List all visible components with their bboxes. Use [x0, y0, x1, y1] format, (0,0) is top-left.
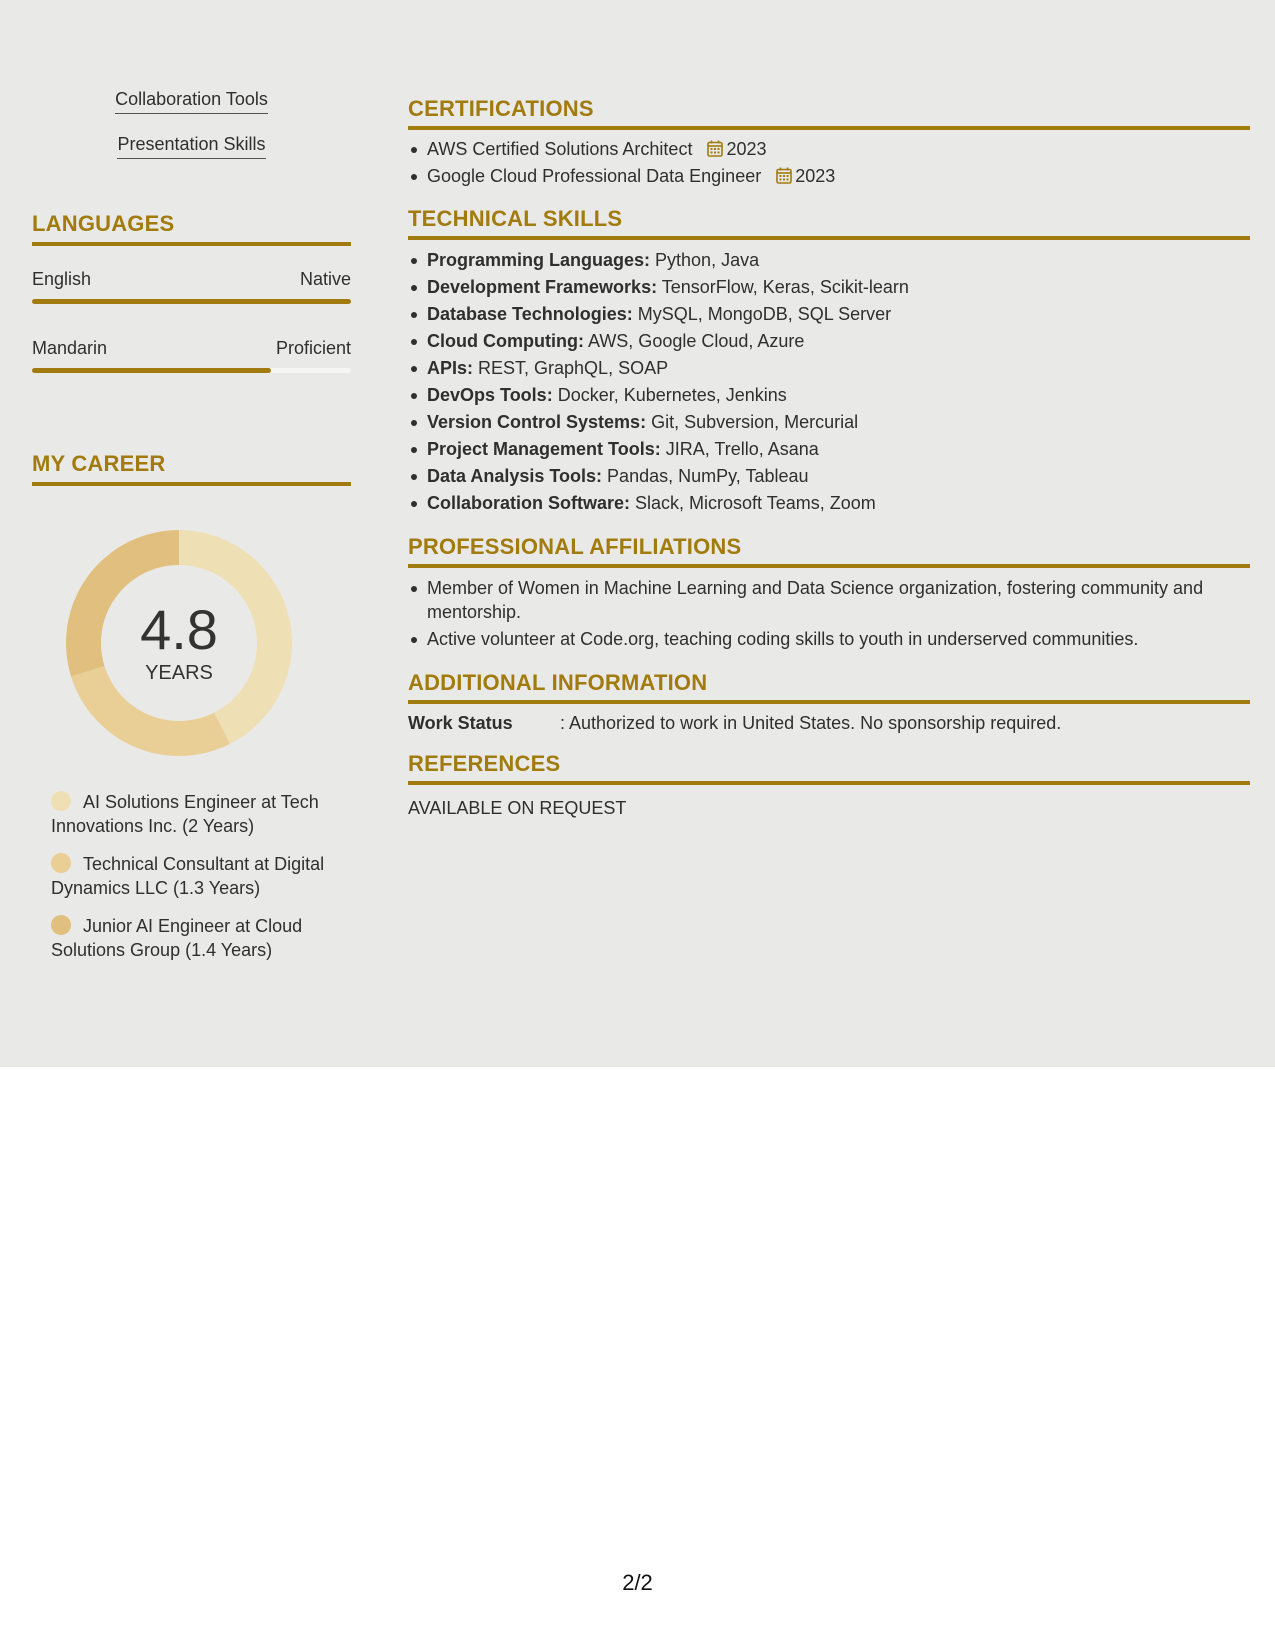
skill-row [427, 302, 1250, 326]
skill-row [427, 464, 1250, 488]
career-donut-chart [66, 530, 292, 756]
additional-info-heading: ADDITIONAL INFORMATION [408, 670, 1250, 704]
legend-label: Technical Consultant at Digital Dynamics LLC (1.3 Years) [51, 854, 325, 898]
certification-year: 2023 [726, 139, 767, 159]
legend-label: AI Solutions Engineer at Tech Innovations Inc. (2 Years) [51, 792, 319, 836]
references-heading: REFERENCES [408, 751, 1250, 785]
legend-item [51, 852, 351, 900]
skill-values: MySQL, MongoDB, SQL Server [632, 304, 892, 324]
skill-row [427, 491, 1250, 515]
skill-category: DevOps Tools: [427, 385, 553, 405]
skill-row [427, 410, 1250, 434]
sidebar [32, 0, 351, 1067]
skill-row [427, 329, 1250, 353]
skill-category: Development Frameworks: [427, 277, 658, 297]
legend-label: Junior AI Engineer at Cloud Solutions Group (1.4 Years) [51, 916, 303, 960]
skill-values: Slack, Microsoft Teams, Zoom [630, 493, 876, 513]
affiliation-item: Active volunteer at Code.org, teaching coding skills to youth in underserved communities. [427, 627, 1250, 651]
work-status-label: Work Status [408, 713, 513, 733]
skill-values: REST, GraphQL, SOAP [473, 358, 669, 378]
legend-item [51, 914, 351, 962]
language-row [32, 268, 351, 290]
certification-item [427, 164, 1250, 188]
skill-row [427, 383, 1250, 407]
page-number: 2/2 [622, 1570, 653, 1595]
language-level: Native [299, 269, 351, 289]
skill-row [427, 248, 1250, 272]
career-total-unit: YEARS [145, 662, 213, 684]
career-heading: MY CAREER [32, 451, 351, 486]
legend-item [51, 790, 351, 838]
skill-values: Pandas, NumPy, Tableau [602, 466, 809, 486]
certification-name: Google Cloud Professional Data Engineer [427, 166, 762, 186]
calendar-icon [776, 167, 792, 184]
certification-name: AWS Certified Solutions Architect [427, 139, 693, 159]
language-name: Mandarin [32, 338, 108, 358]
skill-category: Version Control Systems: [427, 412, 647, 432]
skill-item [32, 88, 351, 114]
career-total-years: 4.8 [140, 598, 218, 661]
certification-year: 2023 [795, 166, 836, 186]
skill-label: Presentation Skills [117, 133, 265, 159]
work-status-row [408, 711, 1250, 735]
skill-values: JIRA, Trello, Asana [660, 439, 819, 459]
technical-skills-list [427, 248, 1250, 518]
language-bar-fill [32, 299, 351, 304]
donut-center [66, 530, 292, 756]
skill-values: Python, Java [650, 250, 760, 270]
affiliation-item: Member of Women in Machine Learning and Data Science organization, fostering community and mentorship. [427, 576, 1250, 624]
skill-item [32, 133, 351, 159]
certifications-list [427, 137, 1250, 191]
legend-dot [51, 915, 71, 935]
language-row [32, 337, 351, 359]
calendar-icon [707, 140, 723, 157]
language-bar-fill [32, 368, 271, 373]
work-status-value: : Authorized to work in United States. No sponsorship required. [560, 713, 1062, 733]
skill-category: Data Analysis Tools: [427, 466, 603, 486]
language-level: Proficient [275, 338, 351, 358]
certification-item [427, 137, 1250, 161]
skill-row [427, 437, 1250, 461]
legend-dot [51, 853, 71, 873]
skill-values: AWS, Google Cloud, Azure [583, 331, 805, 351]
main-content [408, 0, 1250, 1067]
skill-category: Cloud Computing: [427, 331, 584, 351]
skill-category: APIs: [427, 358, 474, 378]
languages-heading: LANGUAGES [32, 211, 351, 246]
legend-dot [51, 791, 71, 811]
skill-values: TensorFlow, Keras, Scikit-learn [657, 277, 909, 297]
affiliations-list [427, 576, 1250, 654]
skill-category: Collaboration Software: [427, 493, 631, 513]
certifications-heading: CERTIFICATIONS [408, 96, 1250, 130]
skill-category: Project Management Tools: [427, 439, 661, 459]
skill-values: Docker, Kubernetes, Jenkins [552, 385, 787, 405]
skill-row [427, 356, 1250, 380]
language-name: English [32, 269, 92, 289]
skill-row [427, 275, 1250, 299]
language-bar-track [32, 368, 351, 373]
technical-skills-heading: TECHNICAL SKILLS [408, 206, 1250, 240]
skill-values: Git, Subversion, Mercurial [646, 412, 859, 432]
affiliations-heading: PROFESSIONAL AFFILIATIONS [408, 534, 1250, 568]
career-legend [51, 790, 351, 976]
references-text: AVAILABLE ON REQUEST [408, 798, 627, 818]
skill-category: Programming Languages: [427, 250, 651, 270]
language-bar-track [32, 299, 351, 304]
skill-label: Collaboration Tools [115, 88, 268, 114]
skill-category: Database Technologies: [427, 304, 633, 324]
